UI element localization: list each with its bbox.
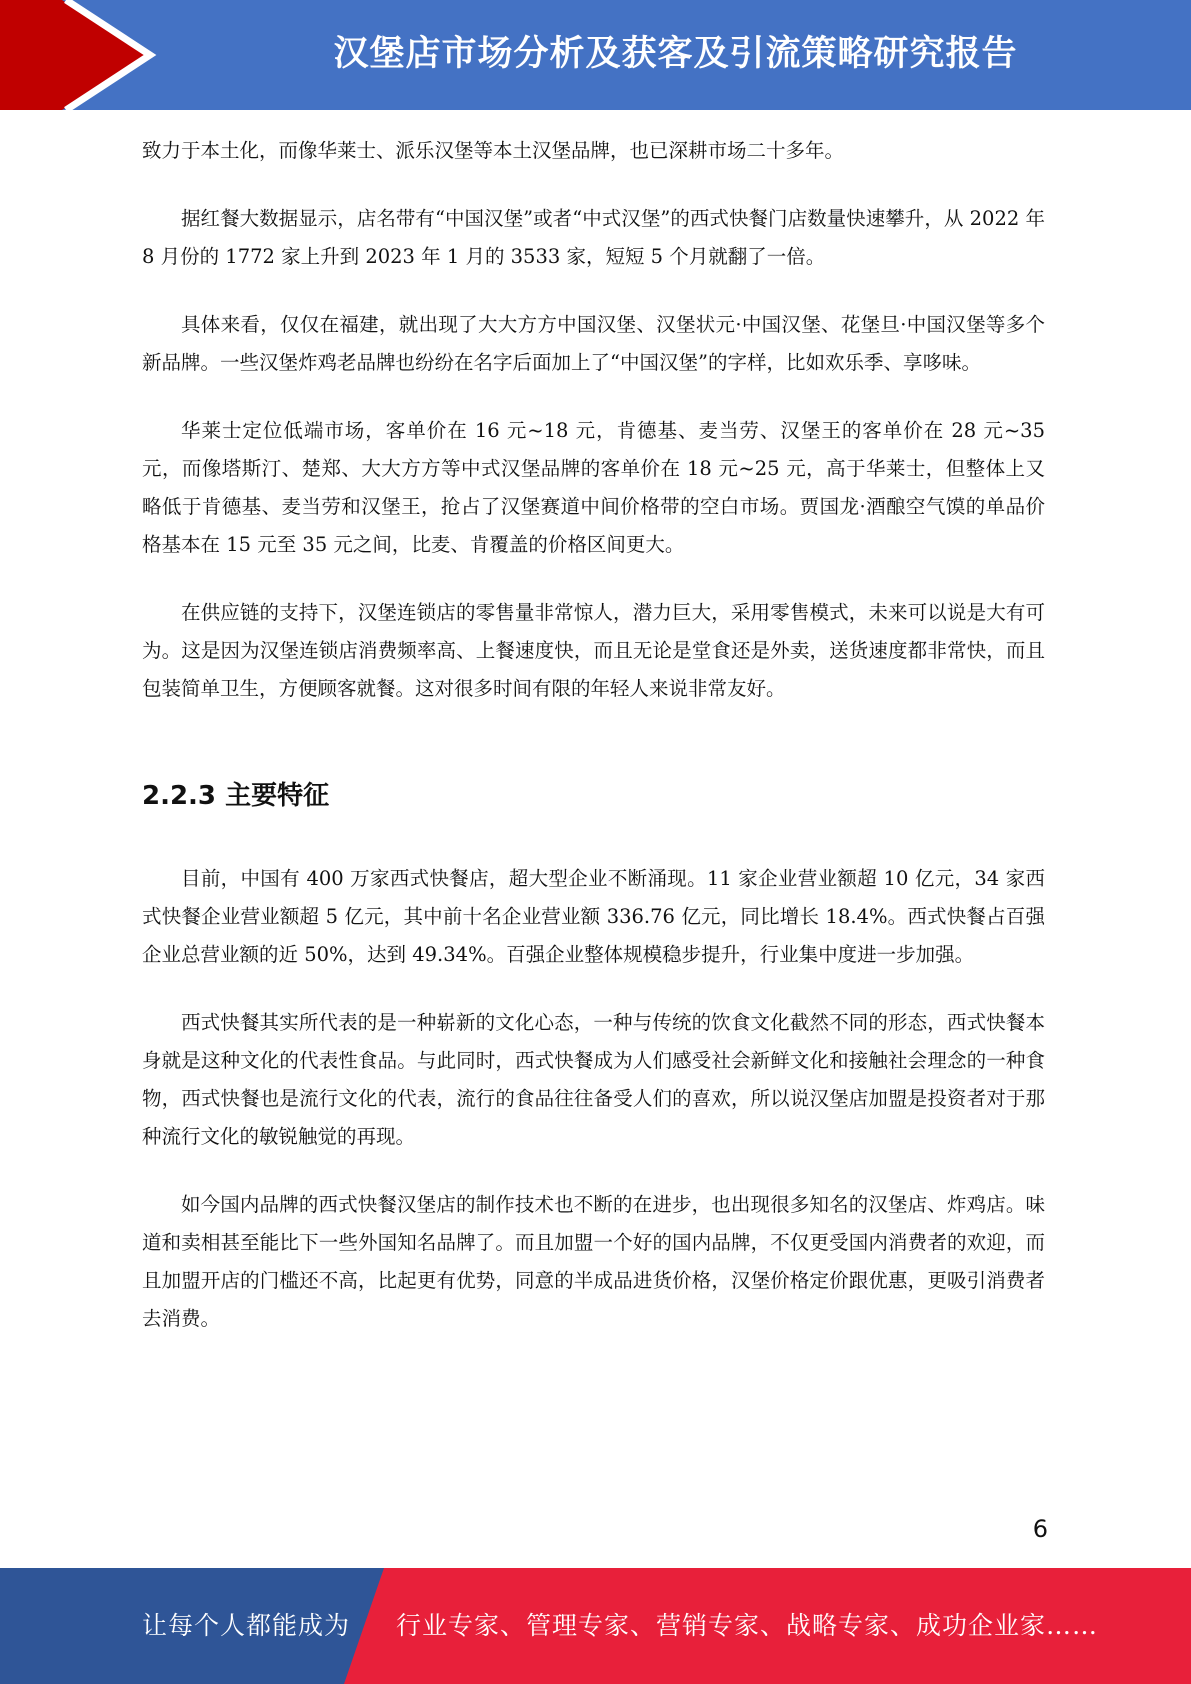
paragraph-8: 如今国内品牌的西式快餐汉堡店的制作技术也不断的在进步，也出现很多知名的汉堡店、炸鸡店。味道和卖相甚至能比下一些外国知名品牌了。而且加盟一个好的国内品牌，不仅更受国内消费者的欢迎，而且加盟开店的门槛还不高，比起更有优势，同意的半成品进货价格，汉堡价格定价跟优惠，更吸引消费者去消费。: [142, 1193, 1045, 1330]
page-footer: [0, 1568, 1191, 1684]
footer-slogan-right: 行业专家、管理专家、营销专家、战略专家、成功企业家……: [396, 1611, 1099, 1640]
footer-slogan-left: 让每个人都能成为: [142, 1611, 351, 1640]
page-body: [142, 132, 1045, 1338]
paragraph-1: 致力于本土化，而像华莱士、派乐汉堡等本土汉堡品牌，也已深耕市场二十多年。: [142, 139, 845, 162]
header-chevron-icon: [0, 0, 160, 110]
paragraph-3: 具体来看，仅仅在福建，就出现了大大方方中国汉堡、汉堡状元·中国汉堡、花堡旦·中国汉堡等多个新品牌。一些汉堡炸鸡老品牌也纷纷在名字后面加上了“中国汉堡”的字样，比如欢乐季、享哆味。: [142, 313, 1045, 374]
page-number: 6: [1032, 1515, 1048, 1543]
section-heading: 2.2.3 主要特征: [142, 781, 330, 811]
paragraph-6: 目前，中国有 400 万家西式快餐店，超大型企业不断涌现。11 家企业营业额超 10 亿元，34 家西式快餐企业营业额超 5 亿元，其中前十名企业营业额 336.76 亿元，同比增长 18.4%。西式快餐占百强企业总营业额的近 50%，达到 49.34%。百强企业整体规模稳步提升，行业集中度进一步加强。: [142, 867, 1045, 966]
document-title: 汉堡店市场分析及获客及引流策略研究报告: [333, 34, 1018, 74]
paragraph-2: 据红餐大数据显示，店名带有“中国汉堡”或者“中式汉堡”的西式快餐门店数量快速攀升，从 2022 年 8 月份的 1772 家上升到 2023 年 1 月的 3533 家，短短 5 个月就翻了一倍。: [142, 207, 1045, 268]
paragraph-5: 在供应链的支持下，汉堡连锁店的零售量非常惊人，潜力巨大，采用零售模式，未来可以说是大有可为。这是因为汉堡连锁店消费频率高、上餐速度快，而且无论是堂食还是外卖，送货速度都非常快，而且包装简单卫生，方便顾客就餐。这对很多时间有限的年轻人来说非常友好。: [142, 601, 1045, 700]
paragraph-4: 华莱士定位低端市场，客单价在 16 元~18 元，肯德基、麦当劳、汉堡王的客单价在 28 元~35 元，而像塔斯汀、楚郑、大大方方等中式汉堡品牌的客单价在 18 元~25 元，高于华莱士，但整体上又略低于肯德基、麦当劳和汉堡王，抢占了汉堡赛道中间价格带的空白市场。贾国龙·酒酿空气馍的单品价格基本在 15 元至 35 元之间，比麦、肯覆盖的价格区间更大。: [142, 419, 1045, 556]
paragraph-7: 西式快餐其实所代表的是一种崭新的文化心态，一种与传统的饮食文化截然不同的形态，西式快餐本身就是这种文化的代表性食品。与此同时，西式快餐成为人们感受社会新鲜文化和接触社会理念的一种食物，西式快餐也是流行文化的代表，流行的食品往往备受人们的喜欢，所以说汉堡店加盟是投资者对于那种流行文化的敏锐触觉的再现。: [142, 1011, 1045, 1148]
page-header: [0, 0, 1191, 110]
